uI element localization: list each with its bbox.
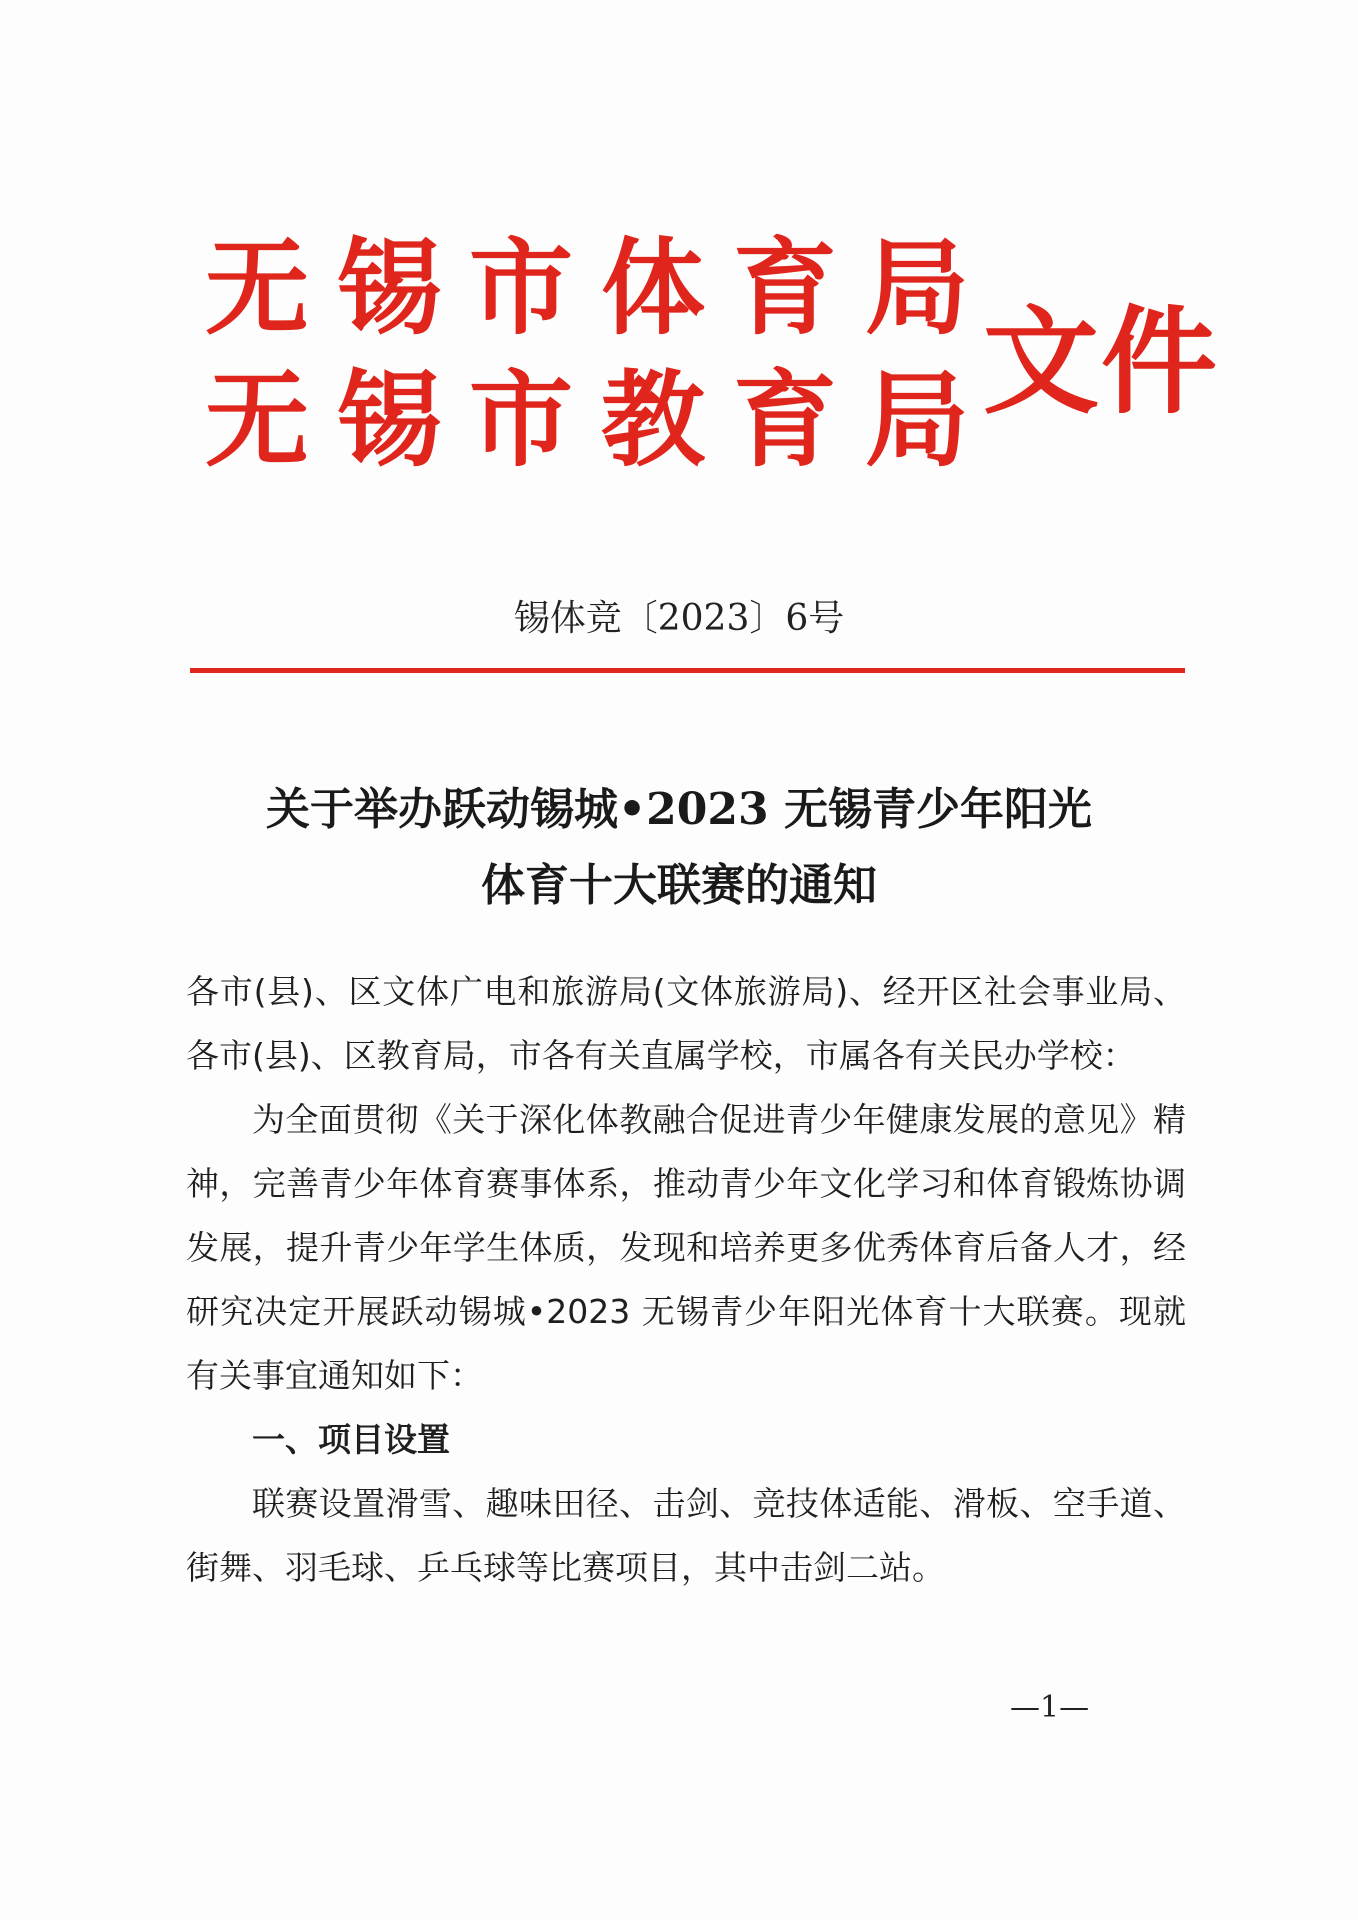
- document-title: [0, 772, 1358, 924]
- section-heading: 一、项目设置: [252, 1420, 450, 1459]
- page-number: —1—: [1010, 1690, 1090, 1725]
- paragraph-intro: 为全面贯彻《关于深化体教融合促进青少年健康发展的意见》精神，完善青少年体育赛事体系，推动青少年文化学习和体育锻炼协调发展，提升青少年学生体质，发现和培养更多优秀体育后备人才，经研究决定开展跃动锡城•2023 无锡青少年阳光体育十大联赛。现就有关事宜通知如下：: [186, 1100, 1186, 1395]
- document-number: 锡体竞〔2023〕6号: [513, 598, 845, 639]
- title-line-1: 关于举办跃动锡城•2023 无锡青少年阳光: [266, 784, 1092, 835]
- title-line-2: 体育十大联赛的通知: [481, 860, 877, 911]
- issuer-line-2: 无锡市教育局: [205, 358, 998, 481]
- red-divider: [190, 668, 1185, 673]
- document-type: 文件: [983, 294, 1219, 430]
- section-text: 联赛设置滑雪、趣味田径、击剑、竞技体适能、滑板、空手道、街舞、羽毛球、乒乓球等比赛项目，其中击剑二站。: [186, 1484, 1186, 1587]
- document-body: [186, 960, 1186, 1600]
- red-header: [205, 226, 1219, 506]
- issuer-line-1: 无锡市体育局: [205, 226, 998, 349]
- addressee: 各市(县)、区文体广电和旅游局(文体旅游局)、经开区社会事业局、各市(县)、区教育局，市各有关直属学校，市属各有关民办学校：: [186, 972, 1186, 1075]
